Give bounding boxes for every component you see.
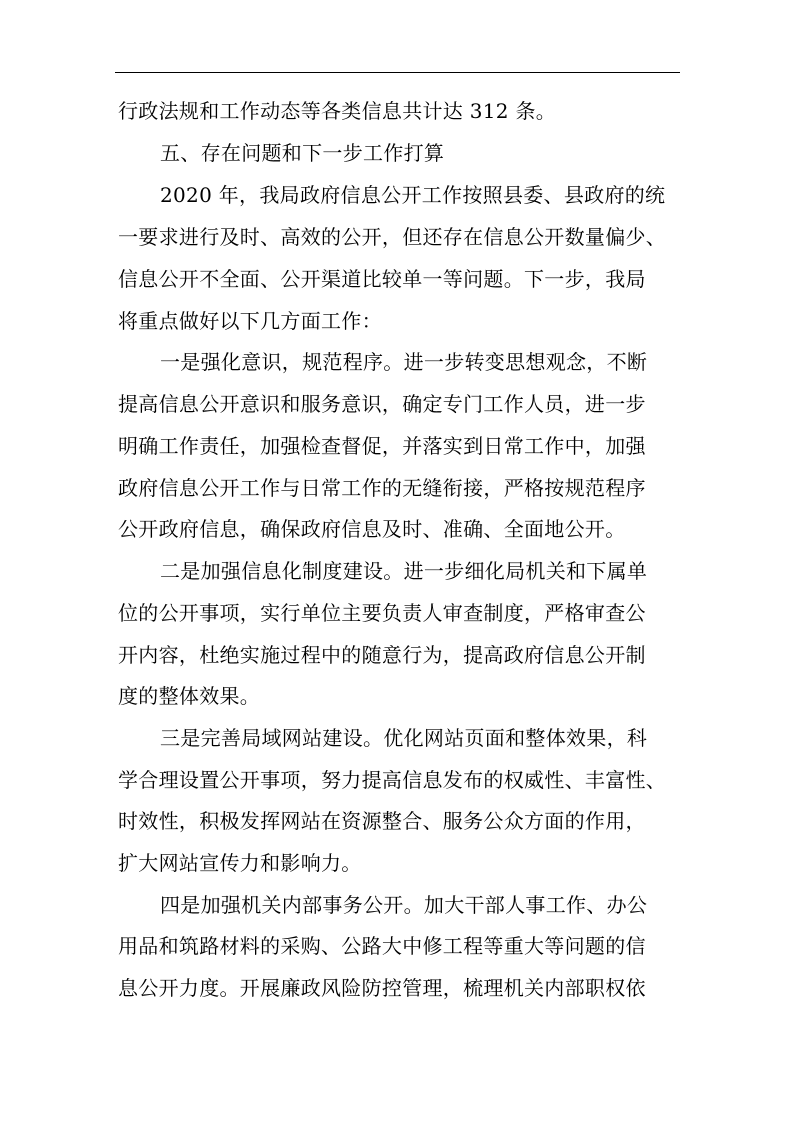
text-line: 将重点做好以下几方面工作： (118, 309, 382, 333)
text-line: 用品和筑路材料的采购、公路大中修工程等重大等问题的信 (118, 934, 646, 958)
text-line: 政府信息公开工作与日常工作的无缝衔接，严格按规范程序 (118, 476, 646, 500)
text-line: 三是完善局域网站建设。优化网站页面和整体效果，科 (160, 726, 648, 750)
text-line: 学合理设置公开事项，努力提高信息发布的权威性、丰富性、 (118, 768, 667, 792)
text-line: 2020 年，我局政府信息公开工作按照县委、县政府的统 (160, 183, 666, 207)
section-heading: 五、存在问题和下一步工作打算 (160, 141, 445, 165)
text-line: 时效性，积极发挥网站在资源整合、服务公众方面的作用， (118, 809, 646, 833)
text-line: 扩大网站宣传力和影响力。 (118, 851, 362, 875)
text-line: 四是加强机关内部事务公开。加大干部人事工作、办公 (160, 893, 648, 917)
text-line: 度的整体效果。 (118, 684, 261, 708)
text-line: 明确工作责任，加强检查督促，并落实到日常工作中，加强 (118, 434, 646, 458)
text-line: 息公开力度。开展廉政风险防控管理，梳理机关内部职权依 (118, 976, 646, 1000)
text-line: 信息公开不全面、公开渠道比较单一等问题。下一步，我局 (118, 267, 646, 291)
text-line: 一是强化意识，规范程序。进一步转变思想观念，不断 (160, 350, 648, 374)
text-line: 二是加强信息化制度建设。进一步细化局机关和下属单 (160, 559, 648, 583)
header-rule (115, 72, 680, 73)
text-line: 一要求进行及时、高效的公开，但还存在信息公开数量偏少、 (118, 225, 667, 249)
text-line: 位的公开事项，实行单位主要负责人审查制度，严格审查公 (118, 601, 646, 625)
text-line: 行政法规和工作动态等各类信息共计达 312 条。 (118, 99, 557, 123)
text-line: 公开政府信息，确保政府信息及时、准确、全面地公开。 (118, 517, 626, 541)
text-line: 提高信息公开意识和服务意识，确定专门工作人员，进一步 (118, 392, 646, 416)
text-line: 开内容，杜绝实施过程中的随意行为，提高政府信息公开制 (118, 643, 646, 667)
